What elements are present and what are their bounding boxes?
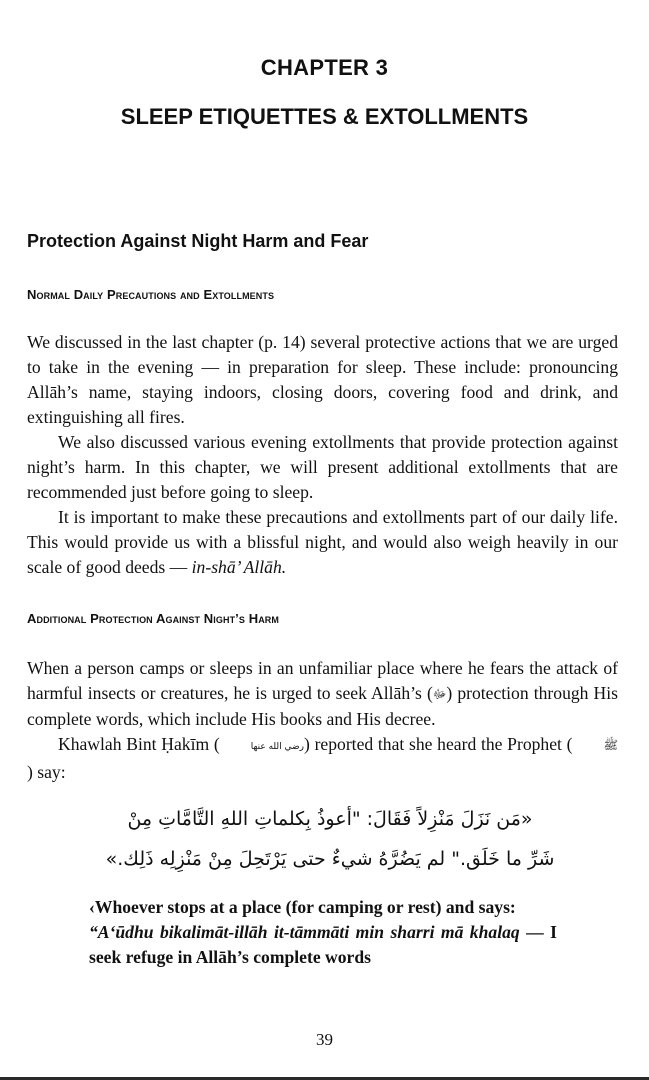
- chapter-number: CHAPTER 3: [260, 55, 389, 80]
- paragraph-3: [27, 505, 618, 580]
- paragraph-3-italic: in-shā’ Allāh.: [191, 557, 287, 577]
- section-heading: Protection Against Night Harm and Fear: [27, 231, 369, 251]
- translation-line-1: ‹Whoever stops at a place (for camping or rest) and says:: [89, 897, 516, 917]
- translation-text: — I seek refuge in Allāh’s complete words: [89, 922, 557, 967]
- translation-line-2: [89, 920, 557, 970]
- paragraph-3-text: It is important to make these precautions and extollments part of our daily life. This would provide us with a blissful night, and would also weigh heavily in our scale of good deeds —: [27, 507, 618, 577]
- body-text-block-1: [27, 330, 618, 580]
- paragraph-5-text-a: Khawlah Bint Ḥakīm (: [58, 734, 220, 754]
- subheading-additional-protection: Additional Protection Against Night’s Harm: [27, 611, 279, 626]
- page-number: 39: [316, 1030, 333, 1049]
- paragraph-1: We discussed in the last chapter (p. 14) several protective actions that we are urged to take in the evening — in preparation for sleep. These include: pronouncing Allāh’s name, staying indoors, closing doors, covering food and drink, and extinguishing all fires.: [27, 332, 618, 427]
- subheading-normal-precautions: Normal Daily Precautions and Extollments: [27, 287, 275, 302]
- transliteration: “A‘ūdhu bikalimāt-illāh it-tāmmāti min sharri mā khalaq: [89, 922, 520, 942]
- paragraph-5-text-c: ) say:: [27, 762, 66, 782]
- arabic-hadith-line-1: «مَن نَزَلَ مَنْزِلاً فَقَالَ: "أعوذُ بِكلماتِ اللهِ التَّامَّاتِ مِنْ: [127, 808, 533, 830]
- honorific-prophet-icon: ﷺ: [603, 738, 618, 752]
- honorific-radiallahu-icon: رضي الله عنها: [250, 742, 304, 752]
- paragraph-5-text-b: ) reported that she heard the Prophet (: [303, 734, 573, 754]
- honorific-allah-icon: ﷻ: [432, 687, 447, 701]
- chapter-title: SLEEP ETIQUETTES & EXTOLLMENTS: [120, 104, 529, 129]
- paragraph-4-text-b: ) protection through His complete words, which include His books and His decree.: [27, 683, 619, 729]
- hadith-translation: [89, 895, 557, 970]
- paragraph-4-text-a: When a person camps or sleeps in an unfamiliar place where he fears the attack of harmful insects or creatures, he is urged to seek Allāh’s (: [27, 658, 618, 703]
- body-text-block-2: [27, 656, 618, 785]
- paragraph-5: [27, 732, 618, 785]
- paragraph-4: [27, 656, 618, 732]
- arabic-hadith-line-2: شَرِّ ما خَلَق." لم يَضُرَّهُ شيءٌ حتى يَرْتَحِلَ مِنْ مَنْزِلِه ذَلِك.»: [105, 848, 555, 870]
- paragraph-2: We also discussed various evening extollments that provide protection against night’s harm. In this chapter, we will present additional extollments that are recommended just before going to sleep.: [27, 432, 618, 502]
